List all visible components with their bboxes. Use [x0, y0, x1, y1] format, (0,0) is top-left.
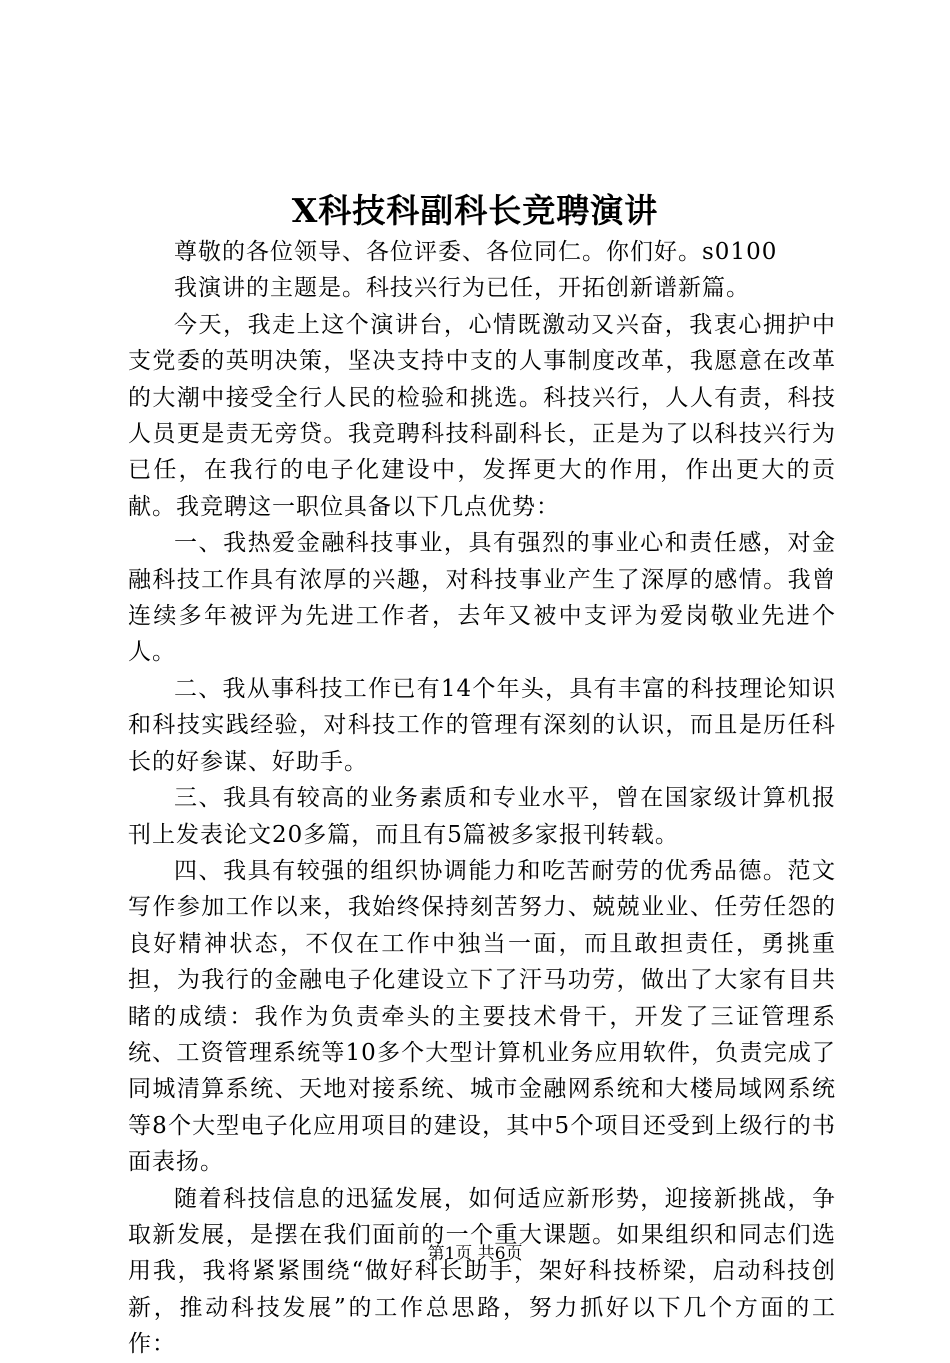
paragraph-advantage-4: 四、我具有较强的组织协调能力和吃苦耐劳的优秀品德。范文写作参加工作以来，我始终保持刻苦努力、兢兢业业、任劳任怨的良好精神状态，不仅在工作中独当一面，而且敢担责任，勇挑重担，为我行的金融电子化建设立下了汗马功劳，做出了大家有目共睹的成绩：我作为负责牵头的主要技术骨干，开发了三证管理系统、工资管理系统等10多个大型计算机业务应用软件，负责完成了同城清算系统、天地对接系统、城市金融网系统和大楼局域网系统等8个大型电子化应用项目的建设，其中5个项目还受到上级行的书面表扬。	[128, 857, 836, 1176]
paragraph-intro: 今天，我走上这个演讲台，心情既激动又兴奋，我衷心拥护中支党委的英明决策，坚决支持中支的人事制度改革，我愿意在改革的大潮中接受全行人民的检验和挑选。科技兴行，人人有责，科技人员更是责无旁贷。我竞聘科技科副科长，正是为了以科技兴行为已任，在我行的电子化建设中，发挥更大的作用，作出更大的贡献。我竞聘这一职位具备以下几点优势：	[128, 311, 836, 520]
paragraph-outlook: 随着科技信息的迅猛发展，如何适应新形势，迎接新挑战，争取新发展，是摆在我们面前的一个重大课题。如果组织和同志们选用我，我将紧紧围绕“做好科长助手，架好科技桥梁，启动科技创新，推动科技发展”的工作总思路，努力抓好以下几个方面的工作：	[128, 1185, 836, 1358]
document-body	[128, 234, 836, 1363]
paragraph-theme: 我演讲的主题是。科技兴行为已任，开拓创新谱新篇。	[174, 275, 750, 302]
document-title: X科技科副科长竞聘演讲	[291, 191, 659, 230]
paragraph-advantage-1: 一、我热爱金融科技事业，具有强烈的事业心和责任感，对金融科技工作具有浓厚的兴趣，对科技事业产生了深厚的感情。我曾连续多年被评为先进工作者，去年又被中支评为爱岗敬业先进个人。	[128, 530, 836, 666]
page-indicator: 第1页 共6页	[427, 1244, 523, 1264]
paragraph-greeting: 尊敬的各位领导、各位评委、各位同仁。你们好。s0100	[174, 239, 778, 265]
paragraph-advantage-2: 二、我从事科技工作已有14个年头，具有丰富的科技理论知识和科技实践经验，对科技工作的管理有深刻的认识，而且是历任科长的好参谋、好助手。	[128, 675, 836, 775]
paragraph-advantage-3: 三、我具有较高的业务素质和专业水平，曾在国家级计算机报刊上发表论文20多篇，而且有5篇被多家报刊转载。	[128, 785, 836, 848]
